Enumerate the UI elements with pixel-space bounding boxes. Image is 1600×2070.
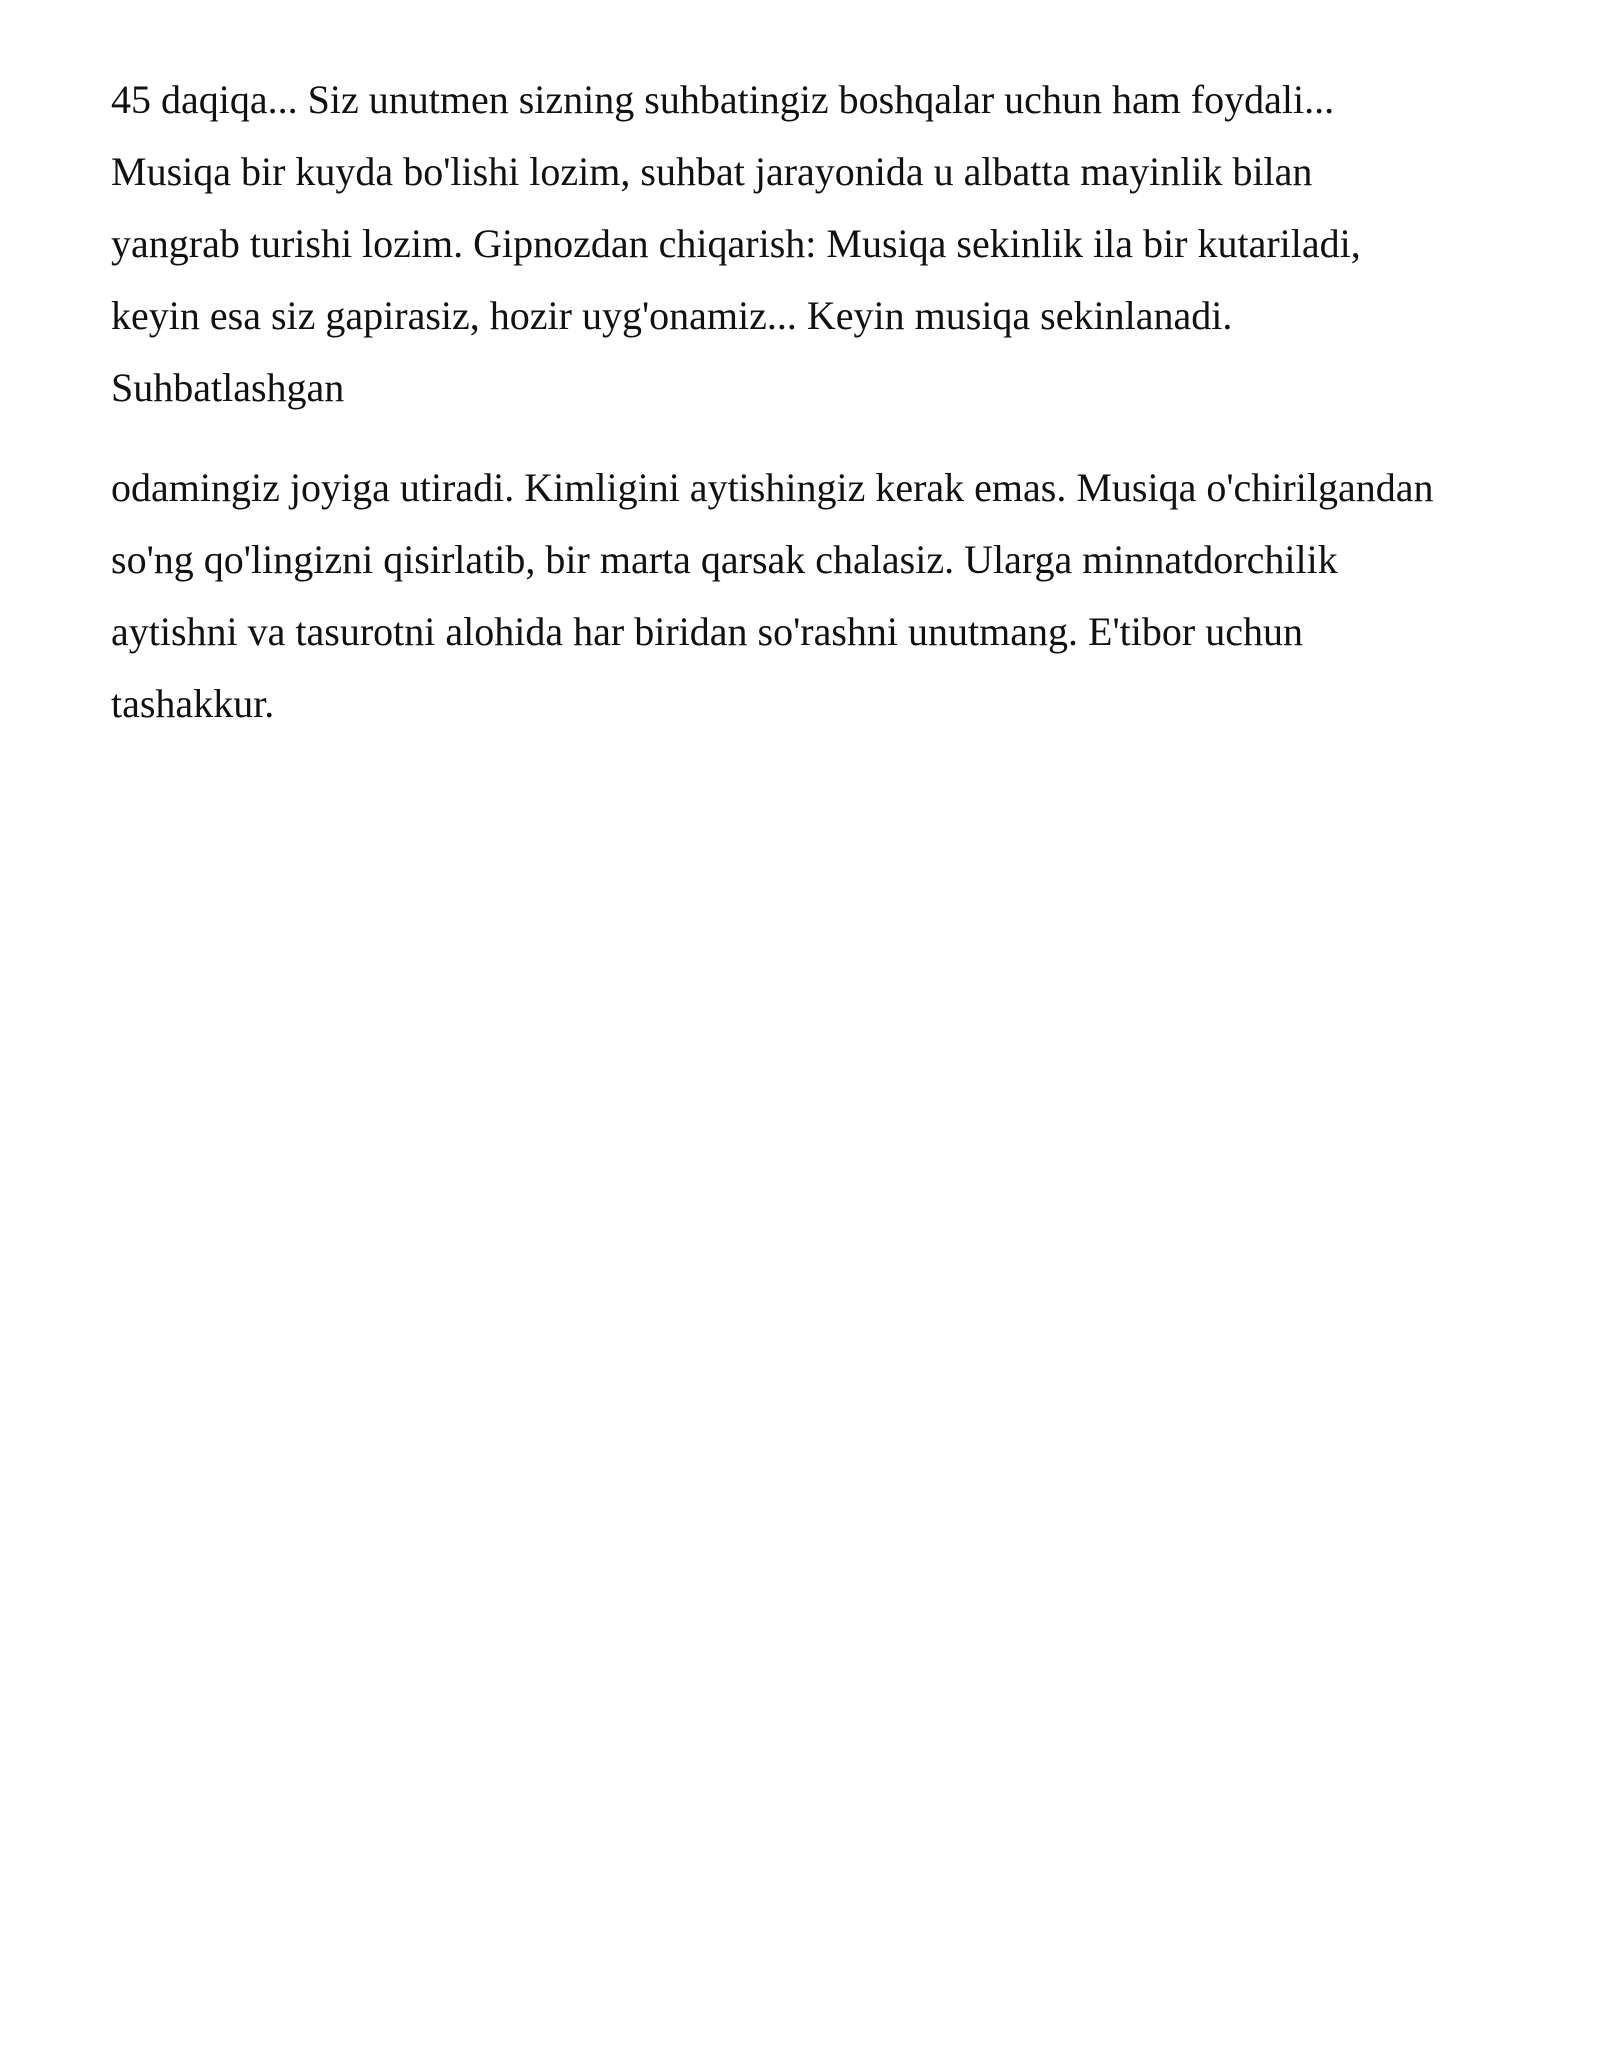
text-line: so'ng qo'lingizni qisirlatib, bir marta qarsak chalasiz. Ularga minnatdorchilik (111, 537, 1338, 582)
paragraph (111, 452, 1511, 740)
text-line: tashakkur. (111, 681, 275, 726)
paragraph (111, 64, 1511, 424)
text-line: odamingiz joyiga utiradi. Kimligini aytishingiz kerak emas. Musiqa o'chirilgandan (111, 465, 1434, 510)
text-line: 45 daqiqa... Siz unutmen sizning suhbatingiz boshqalar uchun ham foydali... (111, 77, 1335, 122)
text-line: Musiqa bir kuyda bo'lishi lozim, suhbat jarayonida u albatta mayinlik bilan (111, 149, 1313, 194)
text-line: aytishni va tasurotni alohida har biridan so'rashni unutmang. E'tibor uchun (111, 609, 1303, 654)
text-line: yangrab turishi lozim. Gipnozdan chiqarish: Musiqa sekinlik ila bir kutariladi, (111, 221, 1361, 266)
text-line: keyin esa siz gapirasiz, hozir uyg'onamiz... Keyin musiqa sekinlanadi. (111, 293, 1233, 338)
text-line: Suhbatlashgan (111, 365, 345, 410)
